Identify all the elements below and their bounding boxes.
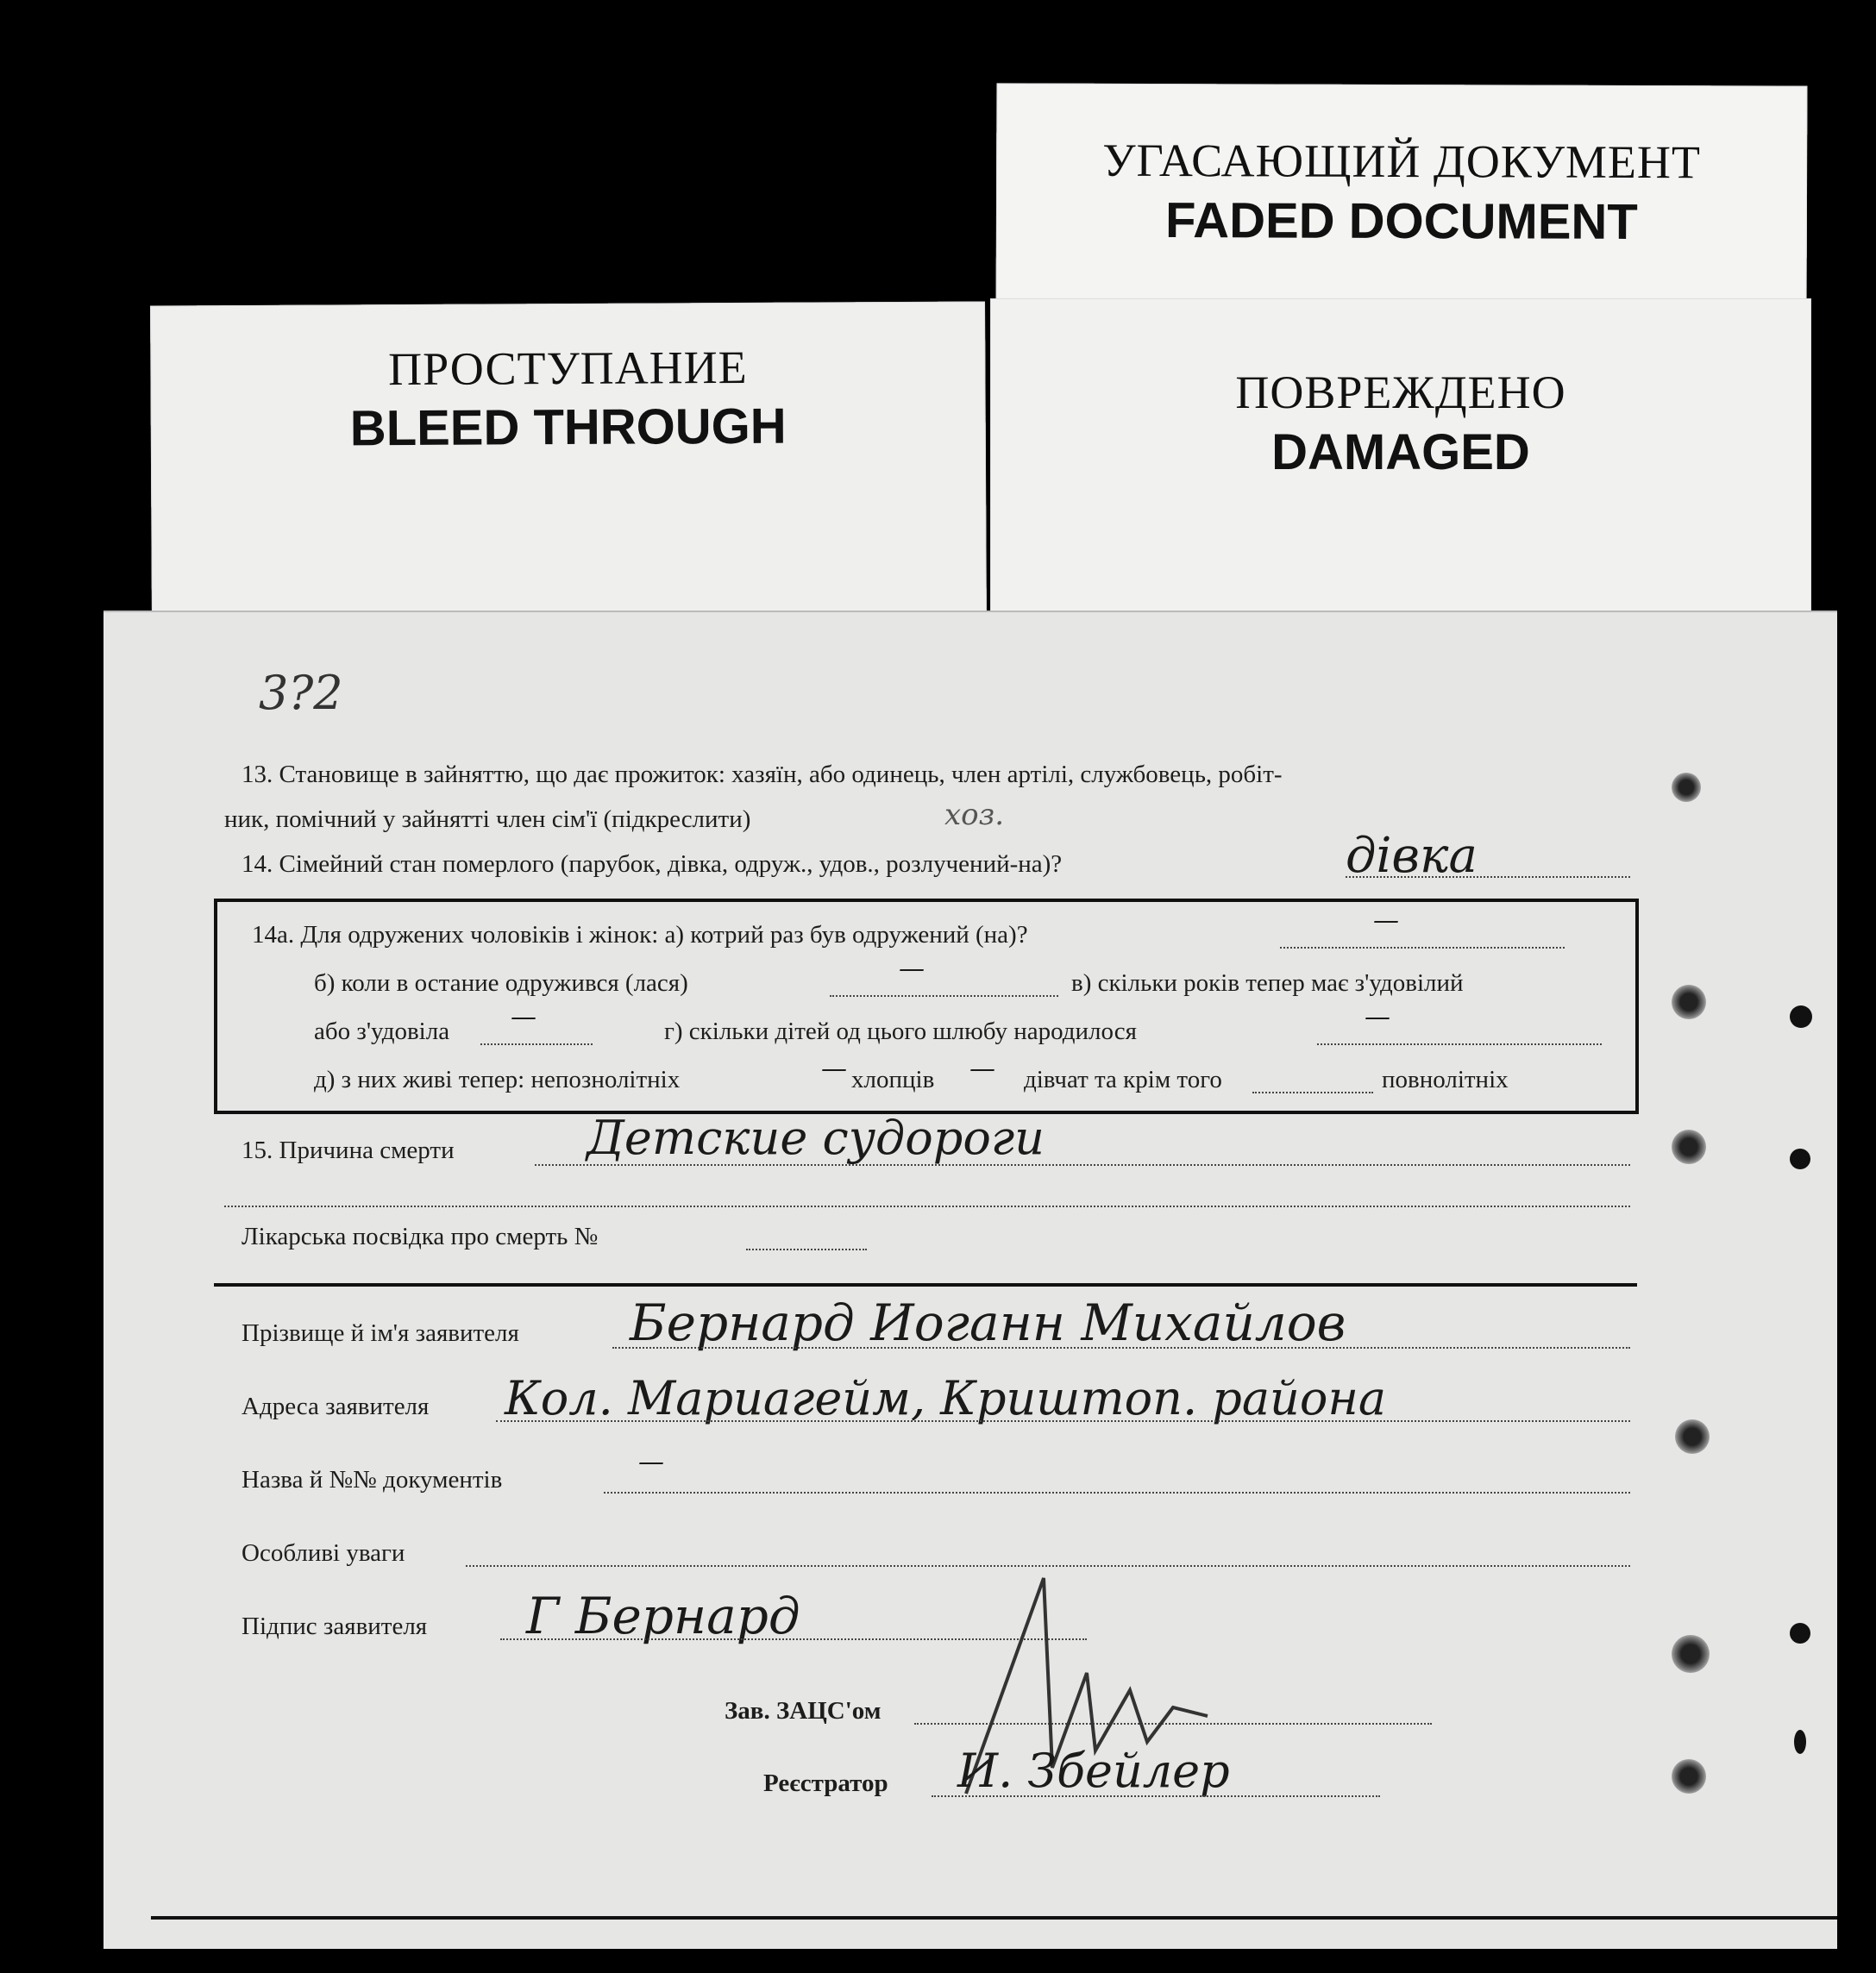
faded-label-ru: УГАСАЮЩИЙ ДОКУМЕНТ bbox=[1102, 134, 1702, 189]
q14a-adults: повнолітніх bbox=[1382, 1066, 1509, 1093]
q15-line bbox=[535, 1164, 1630, 1166]
applicant-name-label: Прізвище й ім'я заявителя bbox=[242, 1319, 519, 1347]
q14-label: 14. Сімейний стан померлого (парубок, дівка, одруж., удов., розлучений-на)? bbox=[242, 850, 1063, 878]
damaged-label-ru: ПОВРЕЖДЕНО bbox=[1235, 366, 1566, 418]
q14a-boys: хлопців bbox=[851, 1066, 935, 1093]
applicant-addr: Кол. Мариагейм, Криштоп. района bbox=[505, 1371, 1387, 1425]
applicant-name-line bbox=[612, 1347, 1630, 1349]
registrar-label: Реєстратор bbox=[763, 1769, 888, 1797]
punch-hole bbox=[1672, 1635, 1710, 1673]
signature-label: Підпис заявителя bbox=[242, 1613, 428, 1640]
q14-answer: дівка bbox=[1346, 828, 1478, 884]
q14a-girls: дівчат та крім того bbox=[1024, 1066, 1222, 1093]
bleed-label-ru: ПРОСТУПАНИЕ bbox=[387, 341, 748, 396]
documents-answer: — bbox=[638, 1447, 664, 1477]
remarks-label: Особливі уваги bbox=[242, 1539, 405, 1567]
head-label: Зав. ЗАЦС'ом bbox=[725, 1697, 882, 1725]
q13-line2: ник, помічний у зайнятті член сім'ї (підкреслити) bbox=[224, 805, 751, 833]
q14a-d: д) з них живі тепер: непознолітніх bbox=[314, 1066, 681, 1093]
corner-number: 3?2 bbox=[259, 666, 343, 720]
q14a-g: г) скільки дітей од цього шлюбу народилося bbox=[664, 1018, 1137, 1045]
q14a-a-answer: — bbox=[1373, 905, 1399, 936]
med-cert-line bbox=[746, 1249, 867, 1250]
bottom-rule bbox=[151, 1916, 1837, 1920]
q14a-line1: 14а. Для одружених чоловіків і жінок: а) котрий раз був одружений (на)? bbox=[252, 921, 1028, 949]
q14a-g-answer: — bbox=[1365, 1002, 1390, 1032]
registrar-line bbox=[932, 1795, 1380, 1797]
q14a-abo: або з'удовіла bbox=[314, 1018, 450, 1045]
applicant-name: Бернард Иоганн Михайлов bbox=[630, 1293, 1346, 1352]
q13-line1: 13. Становище в зайняттю, що дає прожиток: хазяїн, або одинець, член артілі, службовець, робіт- bbox=[242, 761, 1283, 788]
q14a-box bbox=[214, 899, 1639, 1114]
q14a-abo-answer: — bbox=[511, 1002, 536, 1032]
punch-hole bbox=[1794, 1730, 1806, 1754]
q15-label: 15. Причина смерти bbox=[242, 1137, 455, 1164]
death-record-form bbox=[104, 611, 1837, 1949]
punch-hole bbox=[1672, 1759, 1706, 1794]
bleed-label-en: BLEED THROUGH bbox=[349, 398, 787, 457]
section-rule bbox=[214, 1283, 1637, 1287]
documents-label: Назва й №№ документів bbox=[242, 1466, 503, 1494]
q14-line bbox=[1346, 876, 1630, 878]
punch-hole bbox=[1672, 985, 1706, 1019]
punch-hole bbox=[1675, 1419, 1710, 1454]
q14a-b-line bbox=[830, 995, 1058, 997]
bleed-through-label bbox=[150, 301, 987, 626]
documents-line bbox=[604, 1492, 1630, 1494]
punch-hole bbox=[1790, 1005, 1812, 1028]
applicant-addr-label: Адреса заявителя bbox=[242, 1393, 430, 1420]
applicant-signature: Г Бернард bbox=[526, 1587, 800, 1645]
med-cert-label: Лікарська посвідка про смерть № bbox=[242, 1223, 599, 1250]
punch-hole bbox=[1790, 1149, 1810, 1169]
punch-hole bbox=[1672, 773, 1701, 802]
applicant-addr-line bbox=[496, 1420, 1630, 1422]
registrar-signature: И. Збейлер bbox=[957, 1744, 1230, 1798]
q14a-a-line bbox=[1280, 947, 1565, 949]
q15-line2 bbox=[224, 1206, 1630, 1207]
q14a-b-answer: — bbox=[899, 954, 925, 984]
q14a-v: в) скільки років тепер має з'удовілий bbox=[1071, 969, 1464, 997]
q14a-g-line bbox=[1317, 1043, 1602, 1045]
punch-hole bbox=[1790, 1623, 1810, 1644]
faded-label-en: FADED DOCUMENT bbox=[1164, 192, 1638, 250]
q13-answer: хоз. bbox=[944, 798, 1004, 832]
punch-hole bbox=[1672, 1130, 1706, 1164]
q14a-d-answer: — bbox=[821, 1054, 847, 1084]
q14a-girls-line bbox=[1252, 1092, 1373, 1093]
q14a-abo-line bbox=[480, 1043, 593, 1045]
q14a-boys-answer: — bbox=[969, 1054, 995, 1084]
damaged-label bbox=[990, 298, 1811, 626]
faded-document-label bbox=[996, 83, 1808, 314]
damaged-label-en: DAMAGED bbox=[1271, 424, 1530, 480]
q14a-b: б) коли в остание одружився (лася) bbox=[314, 969, 688, 997]
q15-answer: Детские судороги bbox=[587, 1111, 1045, 1165]
